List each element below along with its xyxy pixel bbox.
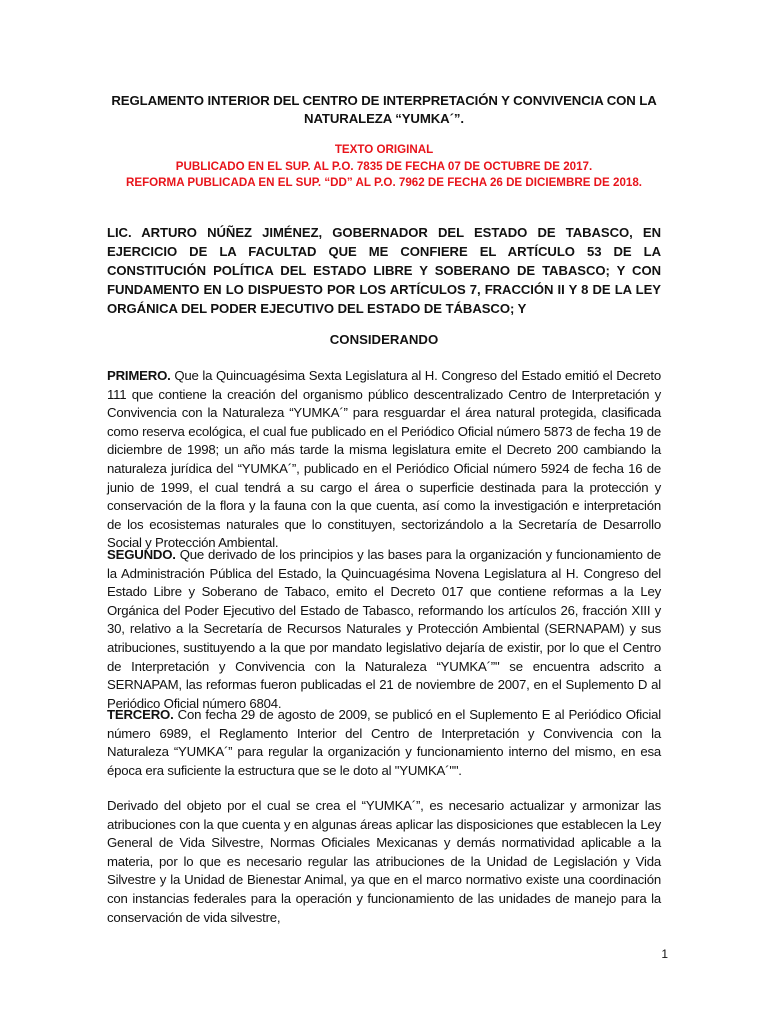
paragraph-derivado: Derivado del objeto por el cual se crea el “YUMKA´”, es necesario actualizar y armonizar las atribuciones con la que cuenta y en algunas áreas aplicar las disposiciones que establecen la Ley General de Vida Silvestre, Normas Oficiales Mexicanas y demás normatividad aplicable a la materia, por lo que es necesario regular las atribuciones de la Unidad de Legislación y Vida Silvestre y la Unidad de Bienestar Animal, ya que en el marco normativo existe una coordinación con instancias federales para la operación y funcionamiento de las unidades de manejo para la conservación de vida silvestre, (107, 798, 661, 925)
primero-label: PRIMERO. (107, 368, 171, 383)
paragraph-primero (107, 367, 661, 553)
paragraph-segundo (107, 546, 661, 713)
status-reform: REFORMA PUBLICADA EN EL SUP. “DD” AL P.O. 7962 DE FECHA 26 DE DICIEMBRE DE 2018. (125, 176, 643, 189)
page-number: 1 (661, 947, 668, 961)
considerando-heading: CONSIDERANDO (329, 332, 439, 347)
tercero-text: Con fecha 29 de agosto de 2009, se publicó en el Suplemento E al Periódico Oficial número 6989, el Reglamento Interior del Centro de Interpretación y Convivencia con la Naturaleza “YUMKA´” para regular la organización y funcionamiento interno del mismo, en esa época era suficiente la estructura que se le doto al "YUMKA´"". (107, 707, 661, 778)
governor-intro: LIC. ARTURO NÚÑEZ JIMÉNEZ, GOBERNADOR DEL ESTADO DE TABASCO, EN EJERCICIO DE LA FACULTAD QUE ME CONFIERE EL ARTÍCULO 53 DE LA CONSTITUCIÓN POLÍTICA DEL ESTADO LIBRE Y SOBERANO DE TABASCO; Y CON FUNDAMENTO EN LO DISPUESTO POR LOS ARTÍCULOS 7, FRACCIÓN II Y 8 DE LA LEY ORGÁNICA DEL PODER EJECUTIVO DEL ESTADO DE TÁBASCO; Y (107, 225, 661, 316)
title-line-1: REGLAMENTO INTERIOR DEL CENTRO DE INTERPRETACIÓN Y CONVIVENCIA CON LA (111, 93, 657, 108)
title-line-2: NATURALEZA “YUMKA´”. (304, 111, 464, 126)
paragraph-tercero (107, 706, 661, 780)
segundo-label: SEGUNDO. (107, 547, 176, 562)
primero-text: Que la Quincuagésima Sexta Legislatura al H. Congreso del Estado emitió el Decreto 111 que contiene la creación del organismo público descentralizado Centro de Interpretación y Convivencia con la Naturaleza “YUMKA´” para resguardar el área natural protegida, clasificada como reserva ecológica, el cual fue publicado en el Periódico Oficial número 5873 de fecha 19 de diciembre de 1998; un año más tarde la misma legislatura emite el Decreto 200 cambiando la naturaleza jurídica del “YUMKA´”, publicado en el Periódico Oficial número 5924 de fecha 16 de junio de 1999, el cual tendrá a su cargo el área o superficie destinada para la protección y conservación de la flora y la fauna con la que cuenta, así como la investigación e interpretación de los ecosistemas naturales que lo constituyen, sectorizándolo a la Secretaría de Desarrollo Social y Protección Ambiental. (107, 368, 661, 551)
tercero-label: TERCERO. (107, 707, 174, 722)
status-original-text: TEXTO ORIGINAL (334, 143, 434, 156)
segundo-text: Que derivado de los principios y las bases para la organización y funcionamiento de la Administración Pública del Estado, la Quincuagésima Novena Legislatura al H. Congreso del Estado Libre y Soberano de Tabaco, emito el Decreto 017 que contiene reformas a la Ley Orgánica del Poder Ejecutivo del Estado de Tabasco, reformando los artículos 26, fracción XIII y 30, relativo a la Secretaría de Recursos Naturales y Protección Ambiental (SERNAPAM) y sus atribuciones, sustituyendo a la que por mandato legislativo dejaría de existir, por lo que el Centro de Interpretación y Convivencia con la Naturaleza “YUMKA´”" se encuentra adscrito a SERNAPAM, las reformas fueron publicadas el 21 de noviembre de 2007, en el Suplemento D al Periódico Oficial número 6804. (107, 547, 661, 711)
status-published: PUBLICADO EN EL SUP. AL P.O. 7835 DE FECHA 07 DE OCTUBRE DE 2017. (175, 159, 593, 173)
document-title (100, 92, 668, 128)
publication-status (100, 142, 668, 192)
